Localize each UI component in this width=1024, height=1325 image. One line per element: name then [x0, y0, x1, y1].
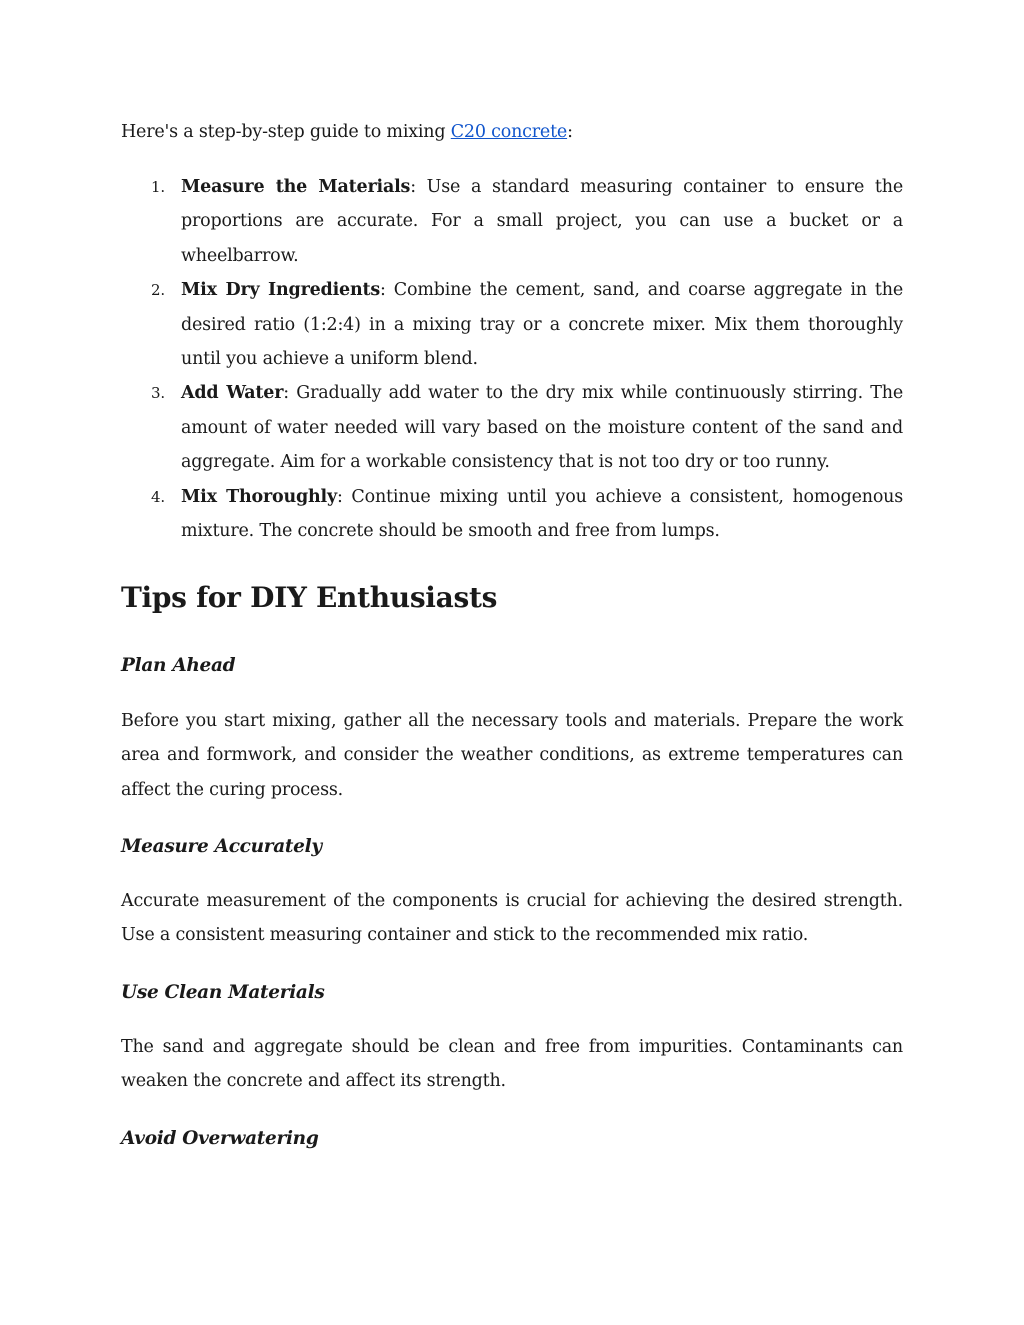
- intro-paragraph: [121, 117, 903, 147]
- step-term: Mix Dry Ingredients: [181, 280, 381, 301]
- list-item: [121, 376, 903, 479]
- intro-prefix: Here's a step-by-step guide to mixing: [121, 122, 451, 142]
- tip-body-plan-ahead: Before you start mixing, gather all the necessary tools and materials. Prepare the work area and formwork, and consider the weather conditions, as extreme temperatures can affect the curing process.: [121, 711, 903, 800]
- tip-heading-plan-ahead: Plan Ahead: [121, 655, 236, 676]
- tip-heading-use-clean-materials: Use Clean Materials: [121, 982, 325, 1003]
- list-item: [121, 273, 903, 376]
- list-item: [121, 480, 903, 549]
- c20-concrete-link[interactable]: C20 concrete: [450, 122, 568, 142]
- step-number: 1.: [151, 178, 165, 196]
- mixing-steps-list: [121, 170, 903, 548]
- step-term: Mix Thoroughly: [181, 486, 337, 507]
- step-term: Add Water: [181, 383, 284, 404]
- tip-body-use-clean-materials: The sand and aggregate should be clean and free from impurities. Contaminants can weaken the concrete and affect its strength.: [121, 1037, 903, 1092]
- tip-heading-measure-accurately: Measure Accurately: [121, 836, 322, 857]
- intro-suffix: :: [567, 122, 573, 142]
- section-title: Tips for DIY Enthusiasts: [121, 581, 498, 614]
- tip-heading-avoid-overwatering: Avoid Overwatering: [121, 1128, 319, 1149]
- step-text: : Continue mixing until you achieve a consistent, homogenous mixture. The concrete should be smooth and free from lumps.: [181, 486, 903, 542]
- step-text: : Gradually add water to the dry mix while continuously stirring. The amount of water needed will vary based on the moisture content of the sand and aggregate. Aim for a workable consistency that is not too dry or too runny.: [181, 383, 903, 473]
- step-number: 3.: [151, 384, 165, 403]
- step-text: : Combine the cement, sand, and coarse aggregate in the desired ratio (1:2:4) in a mixing tray or a concrete mixer. Mix them thoroughly until you achieve a uniform blend.: [181, 280, 903, 370]
- tip-body-measure-accurately: Accurate measurement of the components is crucial for achieving the desired strength. Use a consistent measuring container and stick to the recommended mix ratio.: [121, 891, 903, 946]
- list-item: [121, 170, 903, 273]
- step-number: 2.: [151, 281, 165, 300]
- step-text: : Use a standard measuring container to ensure the proportions are accurate. For a small project, you can use a bucket or a wheelbarrow.: [181, 177, 903, 266]
- step-number: 4.: [151, 487, 165, 506]
- step-term: Measure the Materials: [181, 177, 411, 197]
